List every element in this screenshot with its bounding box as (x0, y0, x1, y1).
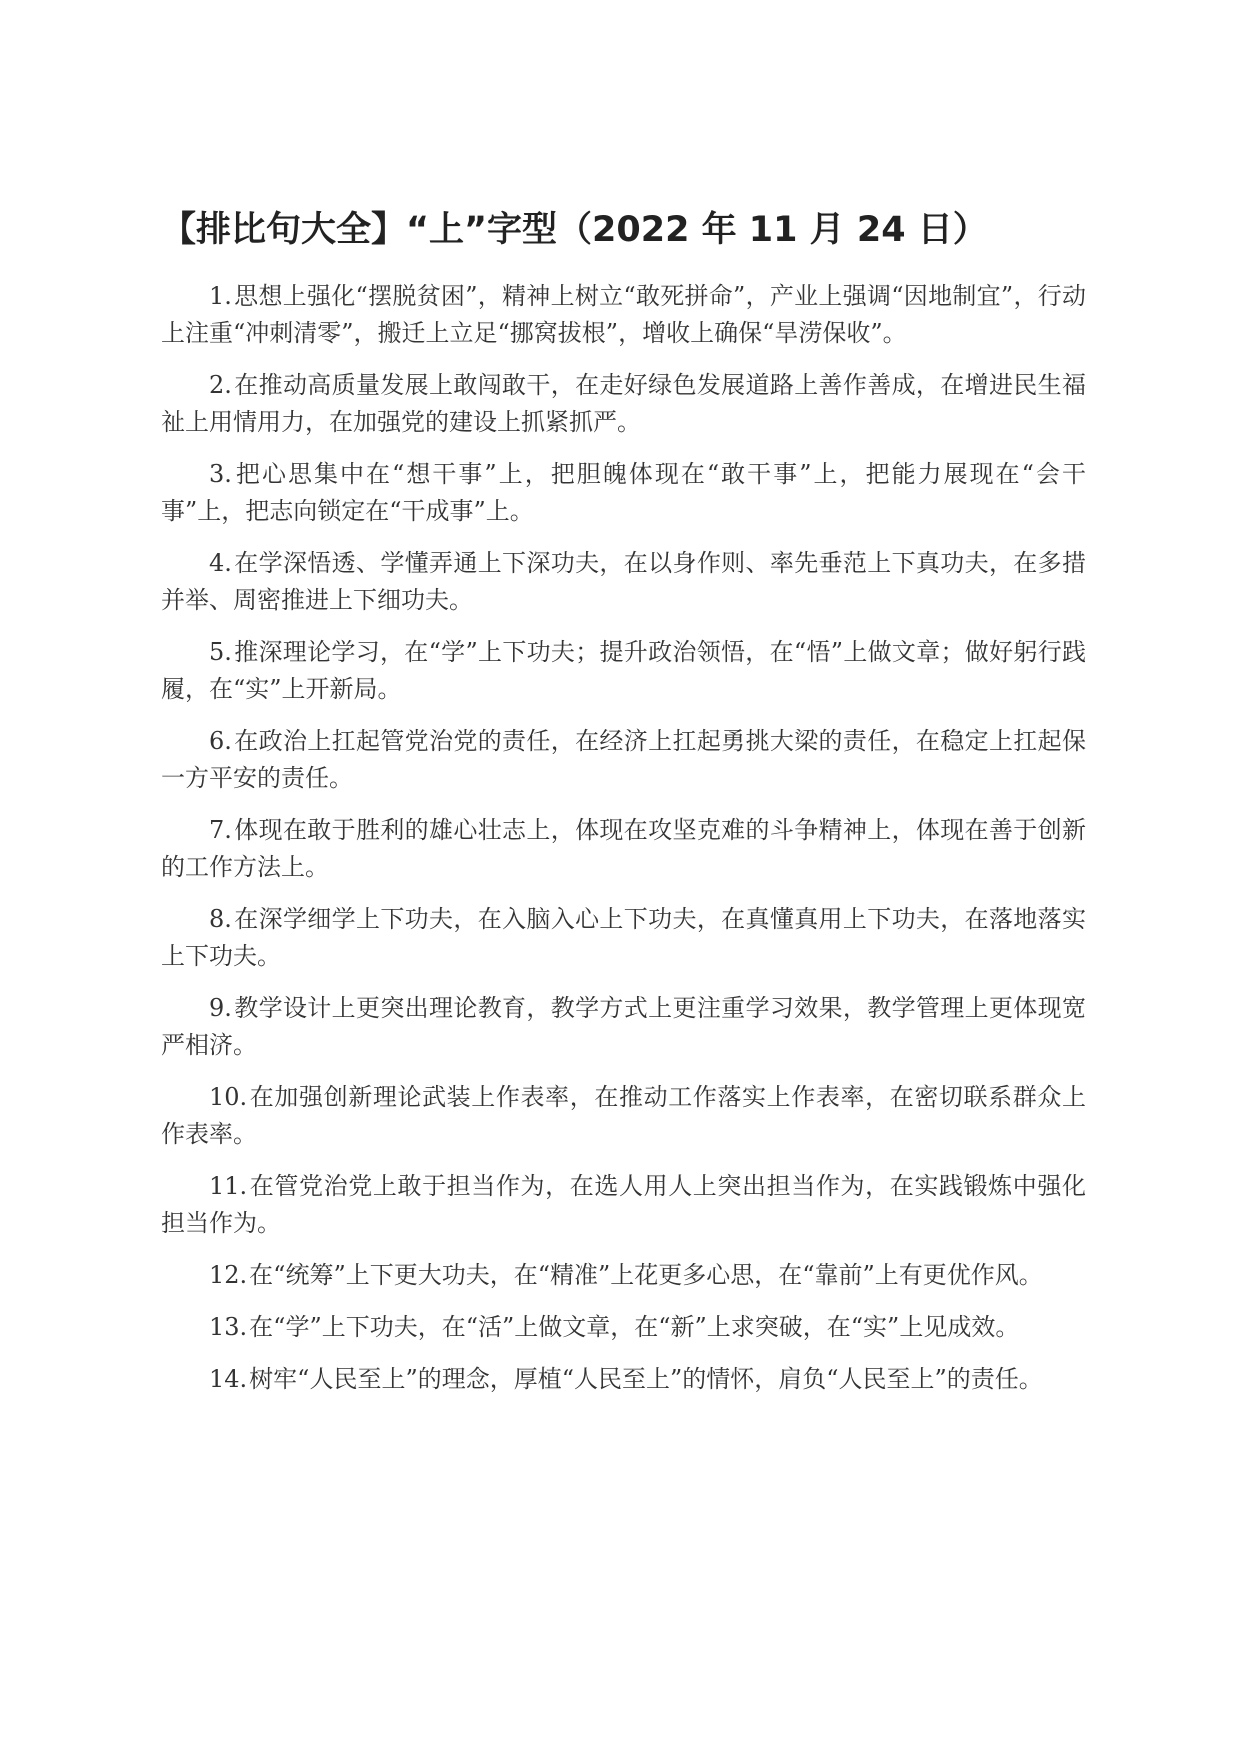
list-item (161, 723, 1086, 797)
item-number: 1. (209, 282, 232, 310)
item-text: 树牢“人民至上”的理念，厚植“人民至上”的情怀，肩负“人民至上”的责任。 (249, 1365, 1043, 1393)
item-text: 在深学细学上下功夫，在入脑入心上下功夫，在真懂真用上下功夫，在落地落实上下功夫。 (161, 905, 1086, 970)
list-item (161, 990, 1086, 1064)
list-item (161, 545, 1086, 619)
item-number: 12. (209, 1261, 248, 1289)
item-number: 3. (209, 460, 232, 488)
item-text: 推深理论学习，在“学”上下功夫；提升政治领悟，在“悟”上做文章；做好躬行践履，在“实”上开新局。 (161, 638, 1086, 703)
list-item (161, 634, 1086, 708)
item-text: 体现在敢于胜利的雄心壮志上，体现在攻坚克难的斗争精神上，体现在善于创新的工作方法上。 (161, 816, 1086, 881)
item-text: 在“统筹”上下更大功夫，在“精准”上花更多心思，在“靠前”上有更优作风。 (249, 1261, 1043, 1289)
item-number: 6. (209, 727, 232, 755)
item-text: 在“学”上下功夫，在“活”上做文章，在“新”上求突破，在“实”上见成效。 (249, 1313, 1020, 1341)
item-number: 9. (209, 994, 232, 1022)
item-text: 思想上强化“摆脱贫困”，精神上树立“敢死拼命”，产业上强调“因地制宜”，行动上注重“冲刺清零”，搬迁上立足“挪窝拔根”，增收上确保“旱涝保收”。 (161, 282, 1086, 347)
list-item (161, 1168, 1086, 1242)
list-item (161, 812, 1086, 886)
list-item (161, 278, 1086, 352)
list-item (161, 367, 1086, 441)
item-number: 2. (209, 371, 232, 399)
document-body (161, 278, 1086, 1413)
item-number: 14. (209, 1365, 248, 1393)
item-number: 8. (209, 905, 232, 933)
document-title: 【排比句大全】“上”字型（2022 年 11 月 24 日） (161, 210, 988, 250)
item-number: 4. (209, 549, 232, 577)
list-item (161, 1079, 1086, 1153)
list-item (161, 901, 1086, 975)
item-text: 把心思集中在“想干事”上，把胆魄体现在“敢干事”上，把能力展现在“会干事”上，把志向锁定在“干成事”上。 (161, 460, 1086, 525)
item-text: 教学设计上更突出理论教育，教学方式上更注重学习效果，教学管理上更体现宽严相济。 (161, 994, 1086, 1059)
list-item (161, 1361, 1086, 1398)
item-number: 11. (209, 1172, 248, 1200)
item-number: 13. (209, 1313, 248, 1341)
item-number: 5. (209, 638, 232, 666)
item-number: 10. (209, 1083, 248, 1111)
item-text: 在学深悟透、学懂弄通上下深功夫，在以身作则、率先垂范上下真功夫，在多措并举、周密推进上下细功夫。 (161, 549, 1086, 614)
item-text: 在政治上扛起管党治党的责任，在经济上扛起勇挑大梁的责任，在稳定上扛起保一方平安的责任。 (161, 727, 1086, 792)
list-item (161, 1257, 1086, 1294)
list-item (161, 456, 1086, 530)
item-number: 7. (209, 816, 232, 844)
list-item (161, 1309, 1086, 1346)
item-text: 在加强创新理论武装上作表率，在推动工作落实上作表率，在密切联系群众上作表率。 (161, 1083, 1086, 1148)
item-text: 在推动高质量发展上敢闯敢干，在走好绿色发展道路上善作善成，在增进民生福祉上用情用力，在加强党的建设上抓紧抓严。 (161, 371, 1086, 436)
item-text: 在管党治党上敢于担当作为，在选人用人上突出担当作为，在实践锻炼中强化担当作为。 (161, 1172, 1086, 1237)
